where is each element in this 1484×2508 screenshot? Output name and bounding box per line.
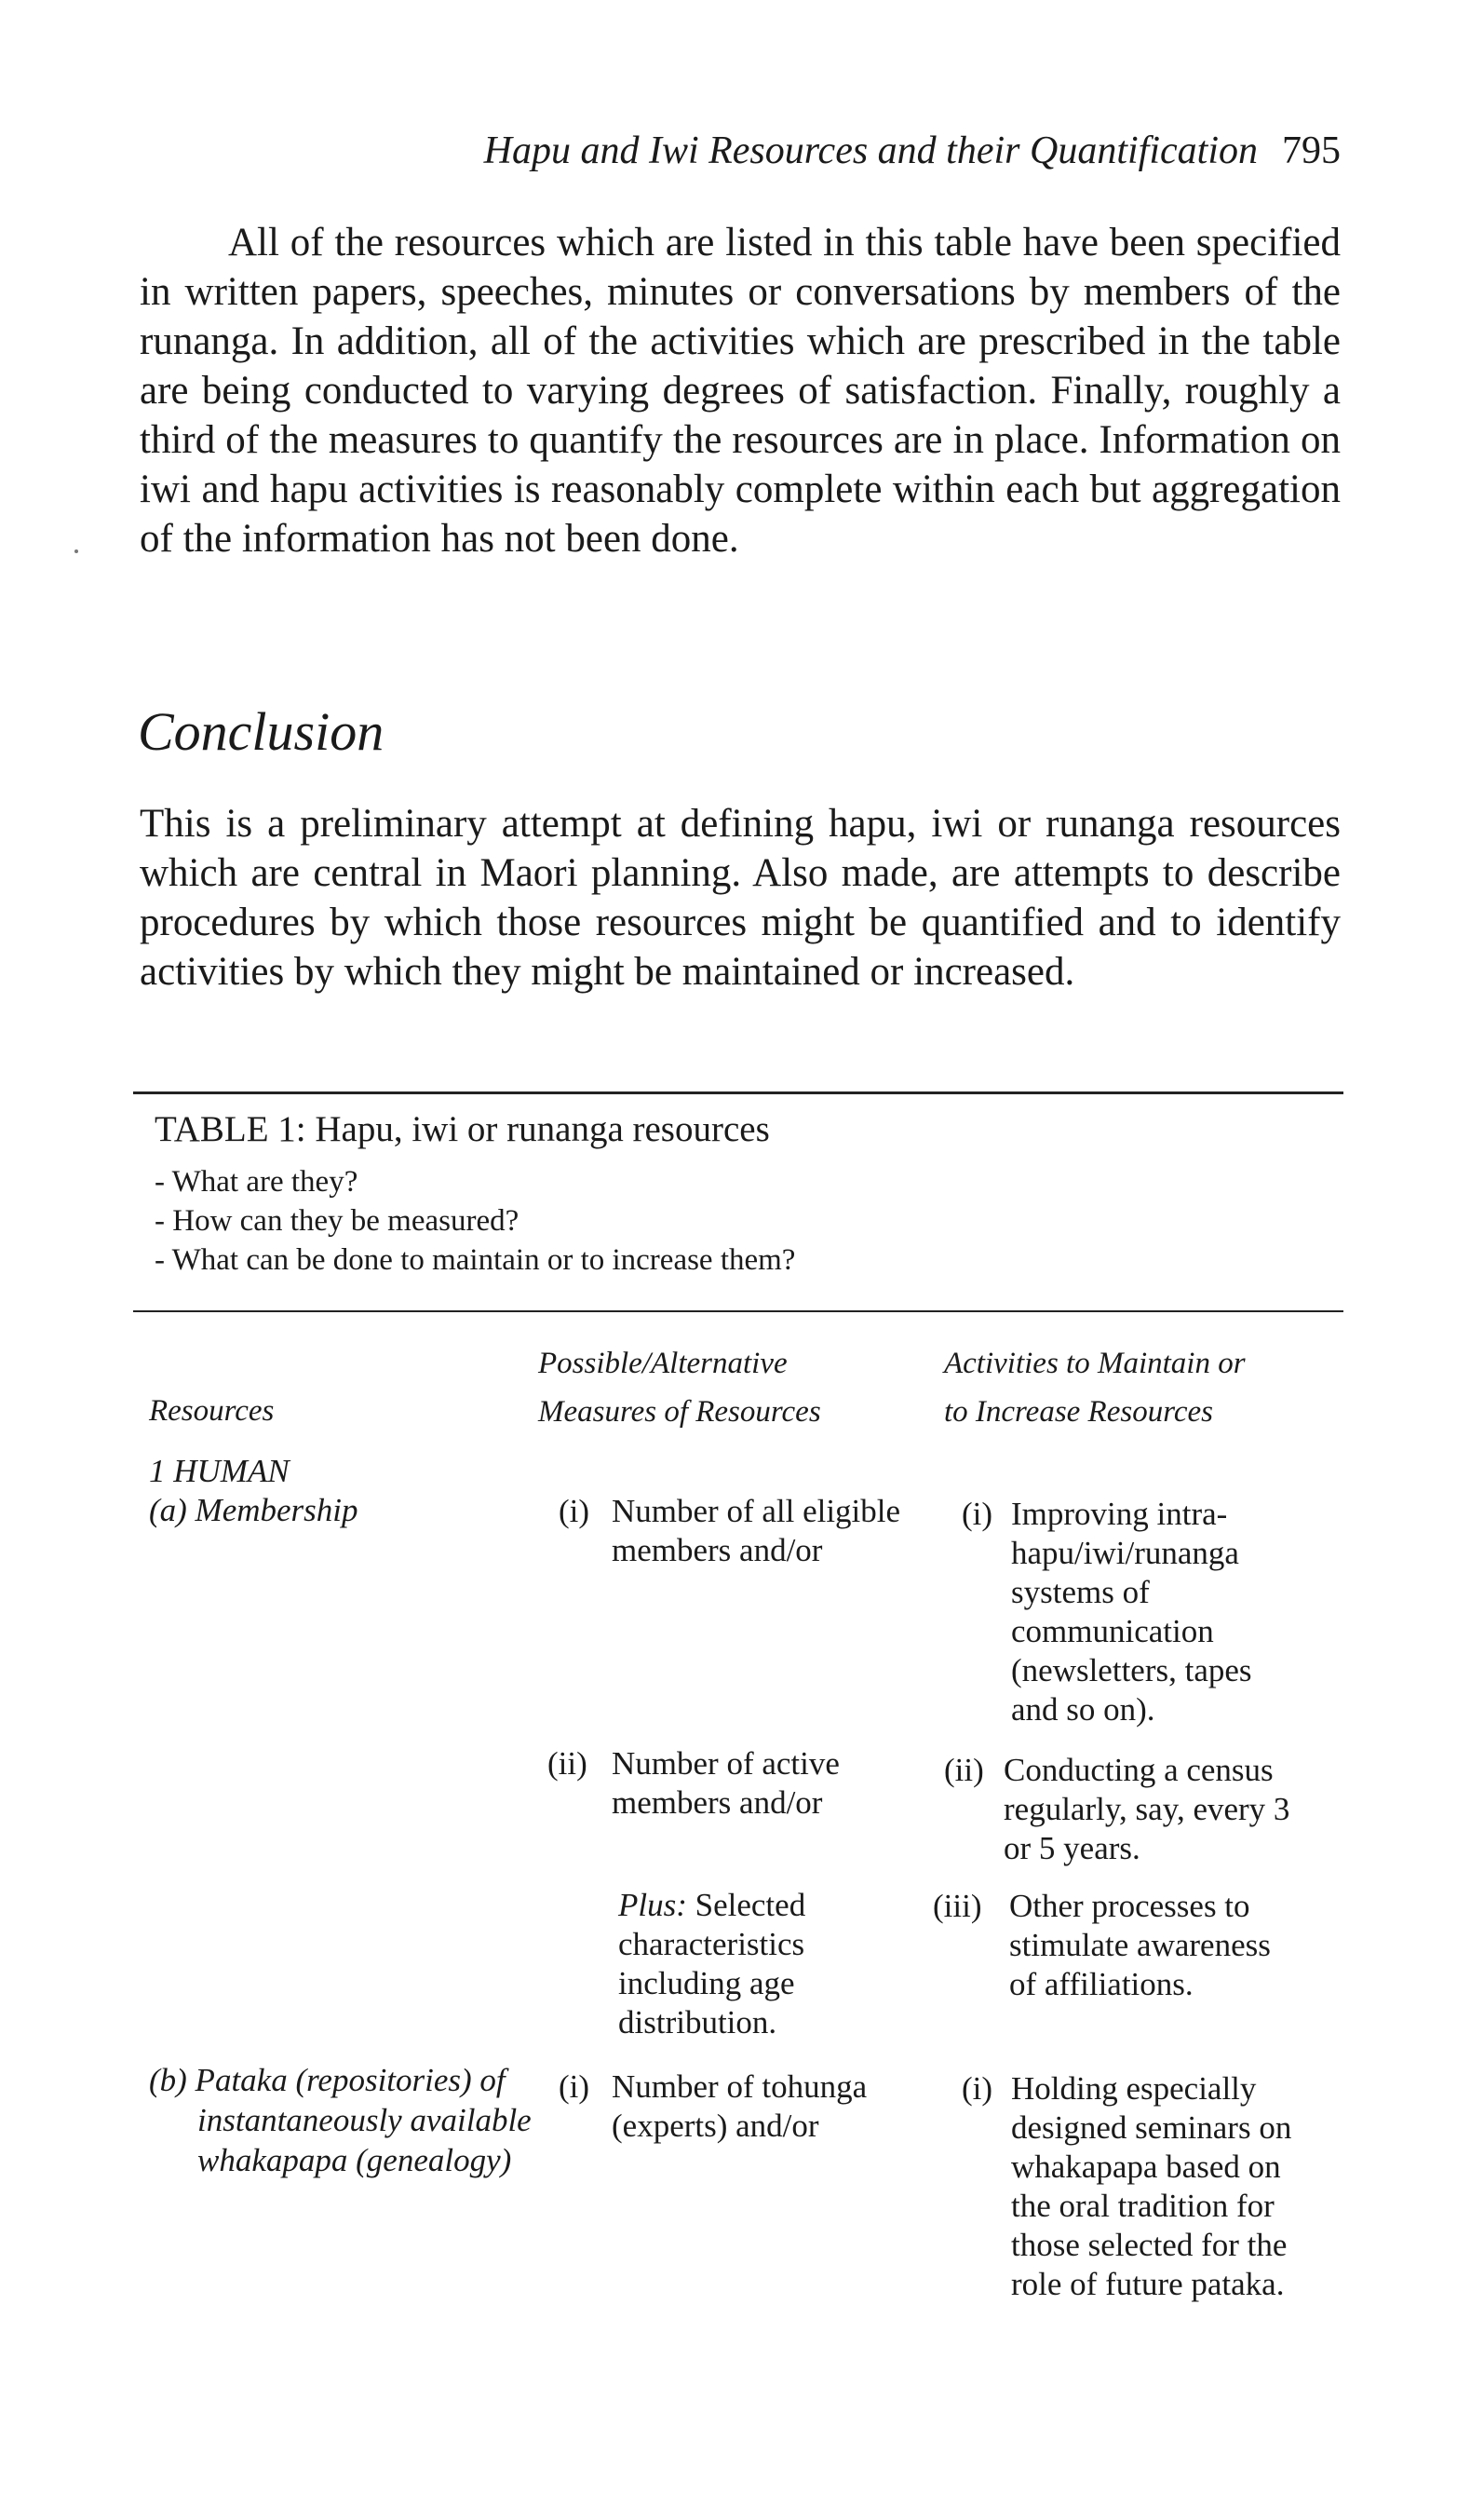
table-title: TABLE 1: Hapu, iwi or runanga resources xyxy=(155,1109,770,1149)
item-line: members and/or xyxy=(612,1532,823,1568)
item-line: Other processes to xyxy=(1009,1888,1250,1924)
category-label: 1 HUMAN xyxy=(149,1453,290,1489)
table-header-rule xyxy=(133,1310,1343,1312)
table-questions xyxy=(155,1162,795,1280)
item-line: communication xyxy=(1011,1613,1214,1649)
item-number: (iii) xyxy=(933,1888,982,1924)
item-line: the oral tradition for xyxy=(1011,2188,1275,2224)
measure-item xyxy=(559,1492,900,1570)
column-header-activities xyxy=(944,1339,1246,1436)
item-line: and so on). xyxy=(1011,1691,1155,1728)
item-line: (newsletters, tapes xyxy=(1011,1652,1252,1688)
item-line: distribution. xyxy=(618,2004,777,2040)
table-top-rule xyxy=(133,1091,1343,1094)
item-line: characteristics xyxy=(618,1926,805,1962)
item-line: Holding especially xyxy=(1011,2070,1257,2107)
item-line: role of future pataka. xyxy=(1011,2266,1285,2302)
item-line: or 5 years. xyxy=(1004,1830,1140,1866)
item-line xyxy=(603,1886,805,1925)
measure-item-plus xyxy=(603,1886,805,2042)
question-item: - What are they? xyxy=(155,1165,358,1199)
item-line: Improving intra- xyxy=(1011,1496,1228,1532)
column-header-line: to Increase Resources xyxy=(944,1395,1213,1429)
column-header-resources: Resources xyxy=(149,1394,275,1428)
column-header-line: Activities to Maintain or xyxy=(944,1347,1246,1380)
item-number: (i) xyxy=(559,1493,590,1529)
measure-item xyxy=(559,2067,867,2146)
item-line: regularly, say, every 3 xyxy=(1004,1791,1290,1827)
item-number: (i) xyxy=(559,2068,590,2105)
activity-item xyxy=(962,2069,1291,2304)
item-number: (ii) xyxy=(944,1752,984,1788)
column-header-measures xyxy=(538,1339,821,1436)
item-line: members and/or xyxy=(612,1784,823,1821)
item-line: designed seminars on xyxy=(1011,2109,1292,2146)
item-line: Conducting a census xyxy=(1004,1752,1274,1788)
activity-item xyxy=(933,1887,1271,2004)
body-paragraph-1: All of the resources which are listed in this table have been specified in written papers, speeches, minutes or conversations by members of the runanga. In addition, all of the activities which are prescribed in the table are being conducted to varying degrees of satisfaction. Finally, roughly a third of the measures to quantify the resources are in place. Information on iwi and hapu activities is reasonably complete within each but aggregation of the information has not been done. xyxy=(140,221,1341,561)
item-line: Number of tohunga xyxy=(612,2068,868,2105)
item-number: (i) xyxy=(962,1496,993,1532)
section-heading: Conclusion xyxy=(138,701,384,762)
column-header-line: Measures of Resources xyxy=(538,1395,821,1429)
activity-item xyxy=(944,1751,1289,1868)
item-number: (i) xyxy=(962,2070,993,2107)
item-line: including age xyxy=(618,1965,795,2001)
item-line: stimulate awareness xyxy=(1009,1927,1271,1963)
running-title: Hapu and Iwi Resources and their Quantification xyxy=(483,129,1258,172)
item-line: Number of active xyxy=(612,1745,840,1782)
resource-label-pataka xyxy=(149,2060,540,2180)
item-line: (experts) and/or xyxy=(612,2108,819,2144)
page-number: 795 xyxy=(1282,129,1341,172)
item-line: whakapapa based on xyxy=(1011,2149,1281,2185)
column-header-line: Possible/Alternative xyxy=(538,1347,788,1380)
item-line: systems of xyxy=(1011,1574,1150,1610)
item-line-text: Selected xyxy=(695,1887,806,1923)
measure-item xyxy=(547,1744,840,1823)
activity-item xyxy=(962,1495,1252,1729)
item-line: those selected for the xyxy=(1011,2227,1288,2263)
question-item: - How can they be measured? xyxy=(155,1204,519,1238)
resource-label-line: whakapapa (genealogy) xyxy=(197,2142,512,2178)
resource-label-line: instantaneously available xyxy=(197,2102,532,2138)
body-paragraph-2: This is a preliminary attempt at defining hapu, iwi or runanga resources which are central in Maori planning. Also made, are attempts to describe procedures by which those resources might be quantified and to identify activities by which they might be maintained or increased. xyxy=(140,802,1341,994)
item-line: hapu/iwi/runanga xyxy=(1011,1535,1239,1571)
item-line: Number of all eligible xyxy=(612,1493,901,1529)
question-item: - What can be done to maintain or to increase them? xyxy=(155,1243,796,1277)
resource-label-membership: (a) Membership xyxy=(149,1492,358,1528)
item-number: (ii) xyxy=(547,1745,587,1782)
margin-speck xyxy=(74,549,78,553)
item-line: of affiliations. xyxy=(1009,1966,1194,2002)
running-head xyxy=(410,129,1341,173)
plus-prefix: Plus: xyxy=(618,1887,687,1923)
resource-label-line: (b) Pataka (repositories) of xyxy=(149,2062,506,2098)
